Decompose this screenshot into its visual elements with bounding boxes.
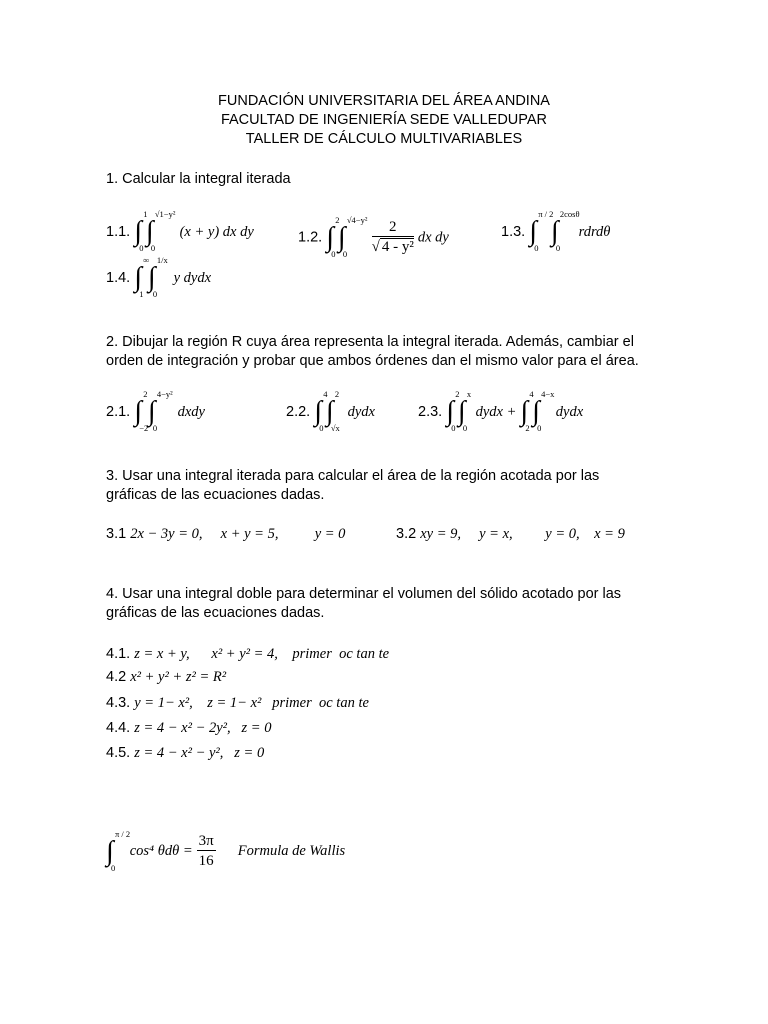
wallis-formula: [106, 828, 346, 873]
section-2-title-line-2: orden de integración y probar que ambos órdenes dan el mismo valor para el área.: [106, 353, 639, 369]
exercise-label: 1.1.: [106, 223, 131, 240]
differentials: dx dy: [417, 229, 449, 246]
integrand: dydx: [555, 403, 584, 420]
lower-limit: −2: [139, 423, 149, 433]
lower-limit: 1: [139, 289, 144, 299]
exercise-label: 4.2: [106, 669, 127, 685]
lower-limit: 0: [319, 423, 324, 433]
equations: z = x + y, x² + y² = 4, primer oc tan te: [134, 646, 390, 662]
section-1-title: 1. Calcular la integral iterada: [106, 171, 291, 187]
equations: z = 4 − x² − 2y², z = 0: [134, 720, 272, 736]
equations: z = 4 − x² − y², z = 0: [134, 745, 265, 761]
integral-sign: ∫ 2 √x: [325, 389, 340, 433]
integrand: dydx +: [475, 403, 517, 420]
integrand: y dydx: [173, 269, 212, 286]
exercise-label: 4.3.: [106, 695, 131, 711]
upper-limit: √1−y²: [154, 209, 176, 219]
exercise-4-2: [106, 667, 226, 687]
integral-sign: ∫ √4−y² 0: [337, 214, 368, 259]
lower-limit: 0: [451, 423, 456, 433]
equations: 2x − 3y = 0, x + y = 5, y = 0: [130, 526, 346, 542]
equations: xy = 9, y = x, y = 0, x = 9: [420, 526, 625, 542]
exercise-3-2: [396, 524, 625, 544]
integral-sign: ∫ 2 0: [326, 214, 340, 259]
integral-sign: ∫ 2 0: [446, 389, 460, 433]
integrand: cos⁴ θdθ =: [129, 843, 193, 860]
upper-limit: 4: [529, 389, 534, 399]
worksheet-title: TALLER DE CÁLCULO MULTIVARIABLES: [245, 131, 523, 147]
exercise-label: 4.4.: [106, 720, 131, 736]
upper-limit: 1: [143, 209, 148, 219]
integral-sign: ∫ 4−x 0: [532, 389, 555, 433]
upper-limit: 2: [334, 389, 340, 399]
lower-limit: 0: [331, 248, 336, 259]
lower-limit: √x: [330, 423, 340, 433]
wallis-caption: Formula de Wallis: [237, 843, 346, 860]
upper-limit: π / 2: [115, 828, 131, 839]
exercise-4-5: [106, 743, 264, 763]
lower-limit: 0: [152, 423, 158, 433]
numerator: 2: [372, 218, 414, 237]
exercise-label: 3.2: [396, 526, 417, 542]
lower-limit: 0: [111, 862, 116, 873]
lower-limit: 0: [139, 243, 144, 253]
upper-limit: ∞: [143, 255, 150, 265]
upper-limit: 4−y²: [156, 389, 173, 399]
lower-limit: 0: [342, 248, 348, 259]
integrand: rdrdθ: [578, 223, 611, 240]
upper-limit: 1/x: [156, 255, 168, 265]
integral-sign: ∫ 2 −2: [134, 389, 149, 433]
lower-limit: 0: [555, 243, 561, 253]
upper-limit: 2: [335, 214, 340, 225]
exercise-4-4: [106, 718, 271, 738]
exercise-1-2: [298, 214, 449, 259]
upper-limit: 4: [323, 389, 328, 399]
integral-sign: ∫ π / 2 0: [106, 828, 131, 873]
lower-limit: 0: [537, 423, 542, 433]
integral-sign: ∫ 4 2: [520, 389, 534, 433]
section-4-title-line-2: gráficas de las ecuaciones dadas.: [106, 605, 325, 621]
faculty-name: FACULTAD DE INGENIERÍA SEDE VALLEDUPAR: [220, 112, 548, 128]
denominator: 16: [198, 853, 214, 869]
exercise-label: 4.5.: [106, 745, 131, 761]
lower-limit: 0: [534, 243, 539, 253]
integral-sign: ∫ 2cosθ 0: [550, 209, 580, 253]
integral-sign: ∫ 4−y² 0: [147, 389, 173, 433]
integral-sign: ∫ 1/x 0: [147, 255, 168, 299]
upper-limit: 2cosθ: [559, 209, 580, 219]
exercise-4-1: [106, 644, 389, 664]
fraction: [372, 218, 414, 257]
integral-sign: ∫ x 0: [457, 389, 472, 433]
integrand: dydx: [347, 403, 375, 420]
exercise-label: 4.1.: [106, 646, 131, 662]
integrand: (x + y) dx dy: [179, 223, 254, 240]
lower-limit: 2: [525, 423, 530, 433]
exercise-1-1: [106, 209, 254, 253]
upper-limit: 2: [143, 389, 148, 399]
lower-limit: 0: [462, 423, 468, 433]
institution-name: FUNDACIÓN UNIVERSITARIA DEL ÁREA ANDINA: [218, 93, 550, 109]
exercise-1-3: [501, 209, 611, 253]
integral-sign: ∫ ∞ 1: [134, 255, 150, 299]
upper-limit: 2: [455, 389, 460, 399]
section-2-title-line-1: 2. Dibujar la región R cuya área representa la integral iterada. Además, cambiar el: [106, 334, 634, 350]
exercise-label: 3.1: [106, 526, 127, 542]
exercise-label: 1.2.: [298, 229, 323, 246]
section-4-title-line-1: 4. Usar una integral doble para determinar el volumen del sólido acotado por las: [106, 586, 622, 602]
exercise-3-1: [106, 524, 345, 544]
exercise-label: 1.4.: [106, 269, 131, 286]
upper-limit: √4−y²: [346, 214, 368, 225]
denominator: √ 4 - y²: [371, 239, 414, 255]
numerator: 3π: [198, 833, 214, 849]
upper-limit: x: [466, 389, 472, 399]
lower-limit: 0: [152, 289, 158, 299]
integral-sign: ∫ 4 0: [314, 389, 328, 433]
exercise-label: 1.3.: [501, 223, 526, 240]
document-header: [0, 92, 768, 149]
exercise-label: 2.2.: [286, 403, 311, 420]
integral-sign: ∫ π / 2 0: [529, 209, 554, 253]
equations: x² + y² + z² = R²: [130, 669, 227, 685]
integral-sign: ∫ 1 0: [134, 209, 148, 253]
lower-limit: 0: [150, 243, 156, 253]
equations: y = 1− x², z = 1− x² primer oc tan te: [134, 695, 369, 711]
exercise-2-1: [106, 389, 205, 433]
section-3-title-line-1: 3. Usar una integral iterada para calcular el área de la región acotada por las: [106, 468, 600, 484]
exercise-label: 2.3.: [418, 403, 443, 420]
exercise-2-3: [418, 389, 584, 433]
exercise-label: 2.1.: [106, 403, 131, 420]
fraction: [197, 832, 216, 871]
upper-limit: π / 2: [538, 209, 554, 219]
upper-limit: 4−x: [541, 389, 555, 399]
integrand: dxdy: [177, 403, 205, 420]
integral-sign: ∫ √1−y² 0: [145, 209, 176, 253]
exercise-4-3: [106, 693, 369, 713]
section-3-title-line-2: gráficas de las ecuaciones dadas.: [106, 487, 325, 503]
exercise-1-4: [106, 255, 212, 299]
exercise-2-2: [286, 389, 375, 433]
